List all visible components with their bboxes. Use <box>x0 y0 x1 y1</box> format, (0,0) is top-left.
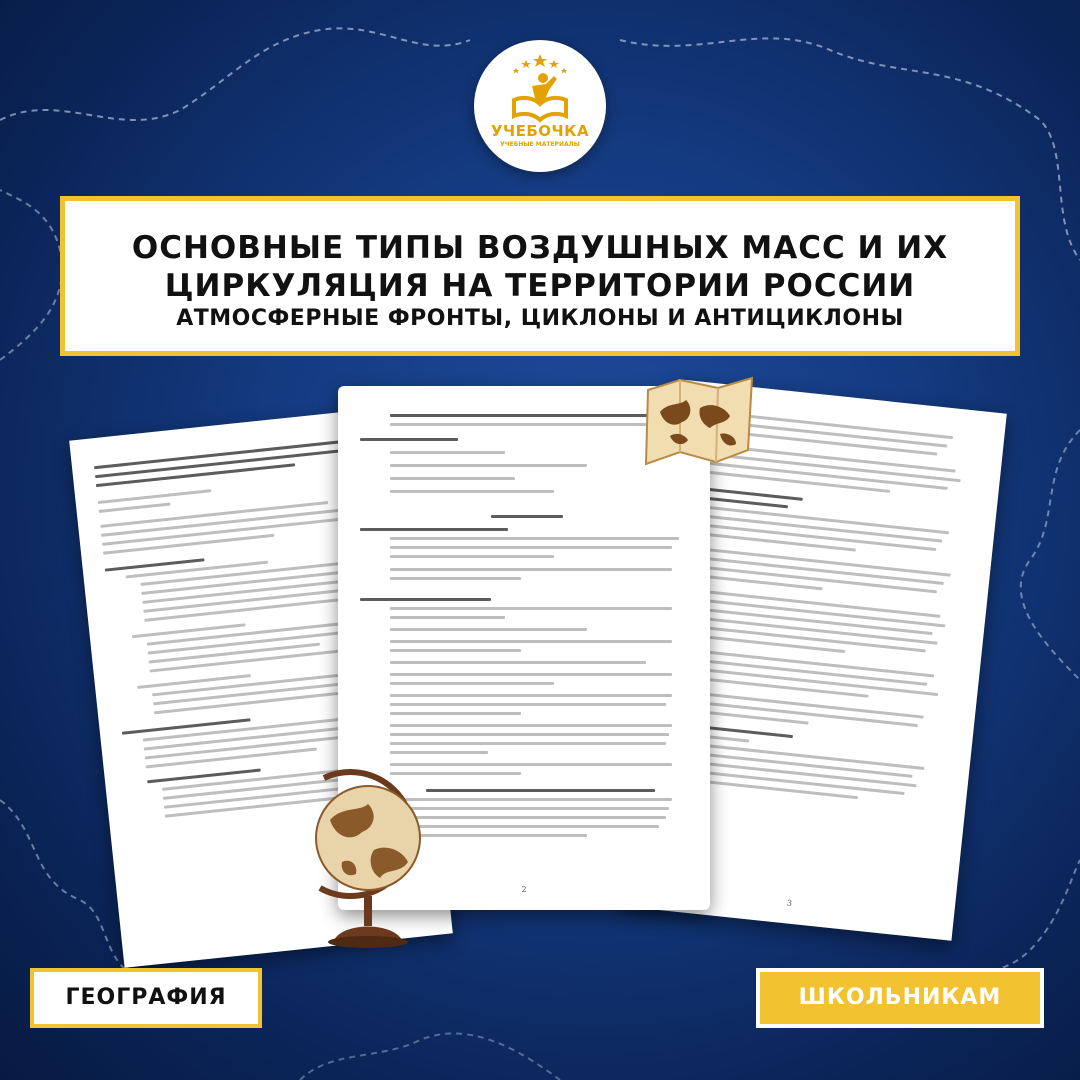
logo-tagline: УЧЕБНЫЕ МАТЕРИАЛЫ <box>500 141 580 148</box>
brand-logo <box>474 40 606 172</box>
page-number-middle: 2 <box>521 885 527 894</box>
title-line-1: ОСНОВНЫЕ ТИПЫ ВОЗДУШНЫХ МАСС И ИХ <box>131 230 949 266</box>
globe-icon <box>290 758 440 958</box>
page-number-right: 3 <box>786 898 793 908</box>
audience-badge: ШКОЛЬНИКАМ <box>756 968 1044 1028</box>
title-line-2: ЦИРКУЛЯЦИЯ НА ТЕРРИТОРИИ РОССИИ <box>164 268 916 304</box>
logo-name: УЧЕБОЧКА <box>490 122 590 140</box>
title-banner <box>60 196 1020 356</box>
treasure-map-icon <box>640 372 760 472</box>
title-subtitle: АТМОСФЕРНЫЕ ФРОНТЫ, ЦИКЛОНЫ И АНТИЦИКЛОНЫ <box>176 306 904 331</box>
subject-badge: ГЕОГРАФИЯ <box>30 968 262 1028</box>
book-reader-icon <box>474 40 606 172</box>
